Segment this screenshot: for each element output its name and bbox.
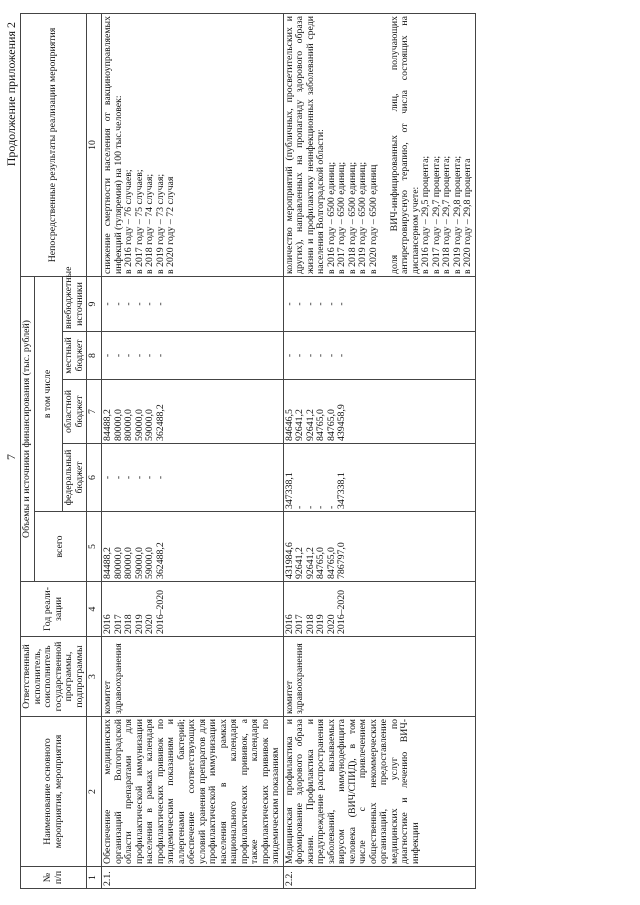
table-row <box>283 13 475 888</box>
header-including: в том числе <box>34 276 63 511</box>
row-num: 2.1. <box>102 867 284 889</box>
col-number: 6 <box>87 444 102 512</box>
row-federal: 347338,1 - - - - 347338,1 <box>283 444 475 512</box>
header-funding: Объемы и источники финансирования (тыс. рублей) <box>21 276 35 581</box>
continuation-label: Продолжение приложения 2 <box>4 22 18 167</box>
row-total: 84488,2 80000,0 80000,0 59000,0 59000,0 362488,2 <box>102 512 284 582</box>
row-executor: комитет здравоохранения <box>283 637 475 717</box>
row-years: 2016 2017 2018 2019 2020 2016–2020 <box>283 582 475 637</box>
table-row <box>102 13 284 888</box>
col-number: 7 <box>87 380 102 444</box>
row-regional: 84488,2 80000,0 80000,0 59000,0 59000,0 362488,2 <box>102 380 284 444</box>
col-number: 2 <box>87 717 102 867</box>
col-number: 8 <box>87 332 102 380</box>
header-local: местный бюджет <box>63 332 87 380</box>
row-regional: 84646,5 92641,2 92641,2 84765,0 84765,0 439458,9 <box>283 380 475 444</box>
header-federal: федеральный бюджет <box>63 444 87 512</box>
header-results: Непосредственные результаты реализации мероприятия <box>21 13 87 276</box>
header-total: всего <box>34 512 87 582</box>
header-extra: внебюджетные источники <box>63 276 87 331</box>
column-number-row <box>87 13 102 888</box>
row-local: - - - - - - <box>102 332 284 380</box>
row-years: 2016 2017 2018 2019 2020 2016–2020 <box>102 582 284 637</box>
row-num: 2.2. <box>283 867 475 889</box>
row-local: - - - - - - <box>283 332 475 380</box>
row-name: Медицинская профилактика и формирование здорового образа жизни. Профилактика и предупреждение распространения заболеваний, вызываемых вирусом иммунодефицита человека (ВИЧ/СПИД), в том числе с привлечением общественных некоммерческих организаций, предоставление медицинских услуг по диагностике и лечению ВИЧ-инфекции <box>283 717 475 867</box>
col-number: 3 <box>87 637 102 717</box>
header-name: Наименование основного мероприятия, мероприятия <box>21 717 87 867</box>
col-number: 1 <box>87 867 102 889</box>
row-federal: - - - - - - <box>102 444 284 512</box>
header-row-1 <box>21 13 35 888</box>
row-extra: - - - - - - <box>283 276 475 331</box>
col-number: 9 <box>87 276 102 331</box>
page-number: 7 <box>4 454 18 460</box>
header-regional: областной бюджет <box>63 380 87 444</box>
col-number: 10 <box>87 13 102 276</box>
row-result: снижение смертности населения от вакциноуправляемых инфекций (туляремия) на 100 тыс.человек: в 2016 году – 76 случаев; в 2017 году – 75 случаев; в 2018 году – 74 случая; в 2019 году – 73 случая; в 2020 году – 72 случая <box>102 13 284 276</box>
row-extra: - - - - - - <box>102 276 284 331</box>
row-result: количество мероприятий (публичных, просветительских и других), направленных на пропаганду здорового образа жизни и профилактику неинфекционных заболеваний среди населения Волгоградской области: в 2016 году – 6500 единиц; в 2017 году – 6500 единиц; в 2018 году – 6500 единиц; в 2019 году – 6500 единиц; в 2020 году – 6500 единиц доля ВИЧ-инфицированных лиц, получающих антиретровирусную терапию, от числа состоящих на диспансерном учете: в 2016 году – 29,5 процента; в 2017 году – 29,7 процента; в 2018 году – 29,7 процента; в 2019 году – 29,8 процента; в 2020 году – 29,8 процента <box>283 13 475 276</box>
header-num: № п/п <box>21 867 87 889</box>
col-number: 4 <box>87 582 102 637</box>
program-table <box>20 13 476 889</box>
row-executor: комитет здравоохранения <box>102 637 284 717</box>
row-name: Обеспечение медицинских организаций Волгоградской области препаратами для профилактической иммунизации населения в рамках календаря профилактических прививок по эпидемическим показаниям и аллергенами бактерий; обеспечение соответствующих условий хранения препаратов для профилактической иммунизации населения в рамках национального календаря профилактических прививок, а также календаря профилактических прививок по эпидемическим показаниям <box>102 717 284 867</box>
header-executor: Ответственный исполнитель, соисполнитель государственной программы, подпрограммы <box>21 637 87 717</box>
header-year: Год реали-зации <box>21 582 87 637</box>
col-number: 5 <box>87 512 102 582</box>
row-total: 431984,6 92641,2 92641,2 84765,0 84765,0 786797,0 <box>283 512 475 582</box>
